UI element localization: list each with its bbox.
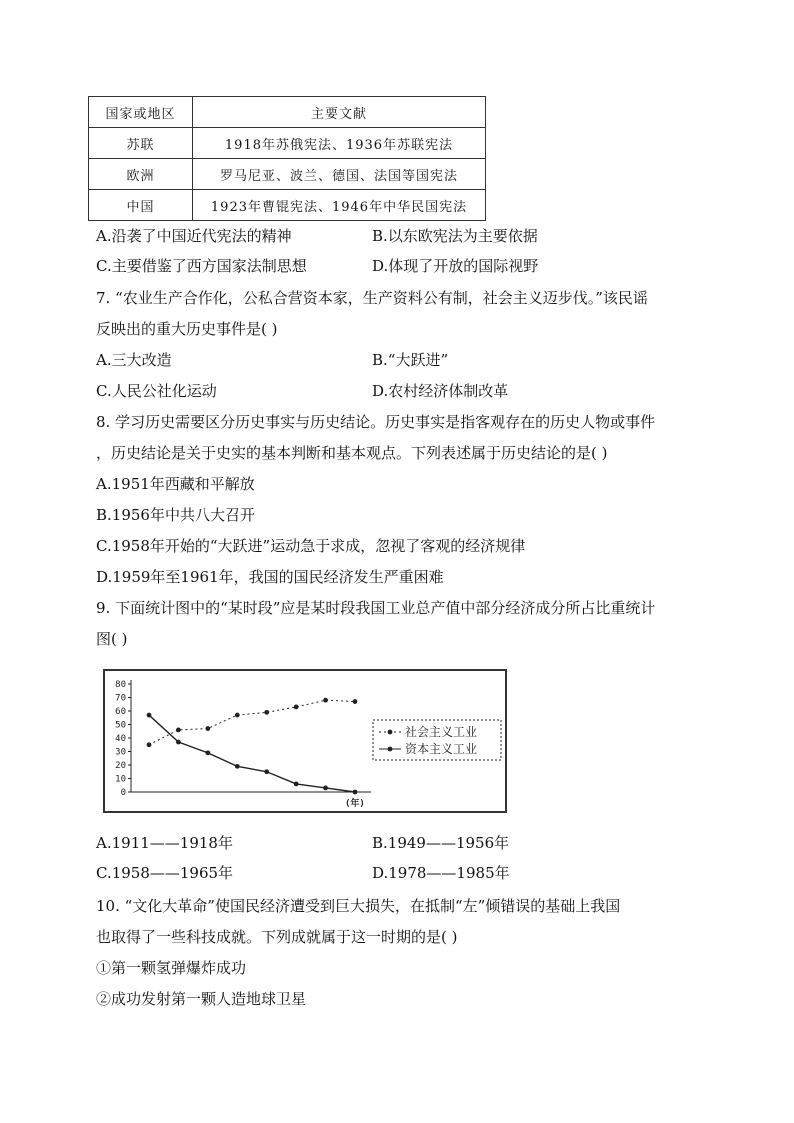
q10-item-1: ①第一颗氢弹爆炸成功: [96, 959, 247, 977]
y-tick-label: 40: [115, 734, 126, 744]
data-point: [294, 705, 299, 710]
q6-option-c: C.主要借鉴了西方国家法制思想: [96, 257, 307, 275]
data-point: [205, 750, 210, 755]
q9-stem-line2: 图( ): [96, 630, 128, 648]
y-tick-label: 70: [115, 693, 126, 704]
table-cell: 欧洲: [89, 159, 193, 190]
q9-option-a: A.1911——1918年: [96, 834, 233, 852]
data-point: [176, 740, 181, 745]
data-point: [235, 764, 240, 769]
q7-option-a: A.三大改造: [96, 351, 172, 369]
y-tick-label: 30: [115, 747, 126, 758]
series-line-1: [149, 700, 355, 745]
table-cell: 1918年苏俄宪法、1936年苏联宪法: [193, 128, 486, 159]
table-cell: 苏联: [89, 128, 193, 159]
series-line-2: [149, 715, 355, 792]
y-tick-label: 50: [115, 720, 126, 731]
q9-option-c: C.1958——1965年: [96, 864, 234, 882]
data-point: [323, 786, 328, 791]
y-tick-label: 60: [115, 707, 126, 717]
data-point: [294, 782, 299, 787]
q9-option-d: D.1978——1985年: [372, 864, 510, 882]
data-point: [264, 769, 269, 774]
q7-option-d: D.农村经济体制改革: [372, 382, 509, 400]
q7-option-c: C.人民公社化运动: [96, 382, 217, 400]
q7-stem-line2: 反映出的重大历史事件是( ): [96, 320, 278, 338]
q6-option-a: A.沿袭了中国近代宪法的精神: [96, 227, 292, 245]
y-tick-label: 10: [115, 774, 126, 785]
q8-stem-line2: ，历史结论是关于史实的基本判断和基本观点。下列表述属于历史结论的是( ): [96, 444, 608, 462]
table-cell: 1923年曹锟宪法、1946年中华民国宪法: [193, 190, 486, 221]
q6-option-d: D.体现了开放的国际视野: [372, 257, 539, 275]
table-header-cell: 国家或地区: [89, 97, 193, 128]
q6-option-b: B.以东欧宪法为主要依据: [372, 227, 538, 245]
table-cell: 中国: [89, 190, 193, 221]
y-tick-label: 0: [120, 788, 126, 798]
legend-label-1: 社会主义工业: [405, 725, 478, 739]
table-header-cell: 主要文献: [193, 97, 486, 128]
q10-stem-line1: 10. “文化大革命”使国民经济遭受到巨大损失，在抵制“左”倾错误的基础上我国: [96, 897, 621, 915]
q7-option-b: B.“大跃进”: [372, 351, 449, 369]
table-row: [89, 190, 486, 221]
data-point: [147, 742, 152, 747]
table-cell: 罗马尼亚、波兰、德国、法国等国宪法: [193, 159, 486, 190]
data-point: [353, 699, 358, 704]
q10-stem-line2: 也取得了一些科技成就。下列成就属于这一时期的是( ): [96, 928, 458, 946]
table-header-row: [89, 97, 486, 128]
chart-svg: [105, 671, 505, 811]
industry-share-chart: [103, 669, 507, 813]
table-row: [89, 159, 486, 190]
data-point: [147, 713, 152, 718]
q7-stem-line1: 7. “农业生产合作化，公私合营资本家，生产资料公有制，社会主义迈步伐。”该民谣: [96, 289, 648, 307]
q8-option-c: C.1958年开始的“大跃进”运动急于求成，忽视了客观的经济规律: [96, 537, 526, 555]
data-point: [264, 710, 269, 715]
q9-option-b: B.1949——1956年: [372, 834, 510, 852]
legend-label-2: 资本主义工业: [405, 742, 478, 756]
y-tick-label: 20: [115, 761, 126, 771]
q8-option-a: A.1951年西藏和平解放: [96, 475, 255, 493]
y-tick-label: 80: [115, 680, 126, 690]
data-point: [353, 790, 358, 795]
table-row: [89, 128, 486, 159]
q10-item-2: ②成功发射第一颗人造地球卫星: [96, 990, 307, 1008]
q9-stem-line1: 9. 下面统计图中的“某时段”应是某时段我国工业总产值中部分经济成分所占比重统计: [96, 599, 656, 617]
data-point: [323, 698, 328, 703]
data-point: [176, 728, 181, 733]
constitution-sources-table: [88, 96, 486, 221]
x-axis-label: (年): [345, 799, 365, 809]
legend-marker-2: [388, 747, 393, 752]
q8-option-d: D.1959年至1961年，我国的国民经济发生严重困难: [96, 568, 444, 586]
legend-marker-1: [388, 730, 393, 735]
q8-option-b: B.1956年中共八大召开: [96, 506, 255, 524]
data-point: [235, 713, 240, 718]
q8-stem-line1: 8. 学习历史需要区分历史事实与历史结论。历史事实是指客观存在的历史人物或事件: [96, 413, 656, 431]
data-point: [205, 726, 210, 731]
